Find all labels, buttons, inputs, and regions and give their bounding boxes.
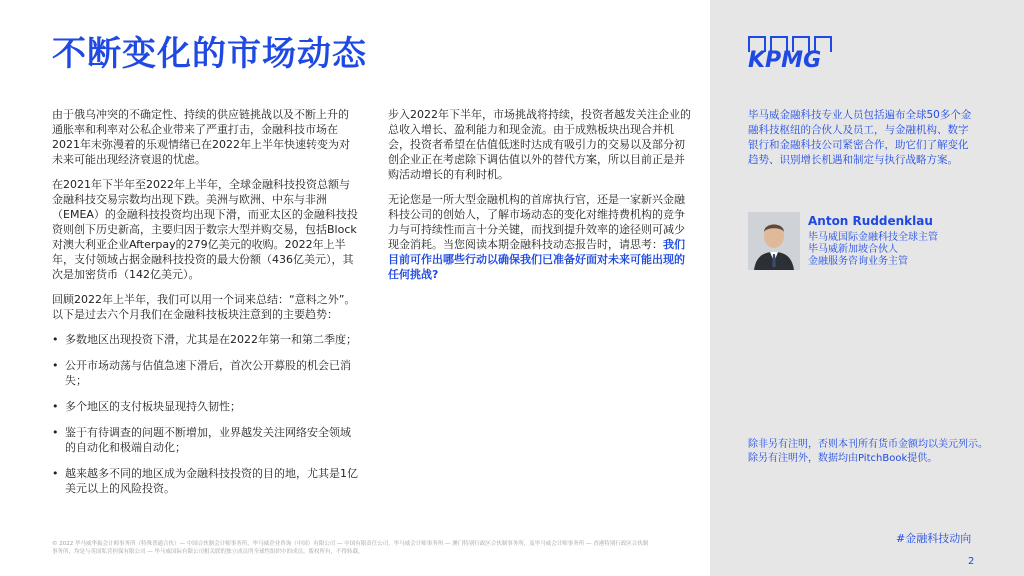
- right-column: [388, 107, 694, 292]
- person-role: 毕马威新加坡合伙人: [808, 244, 898, 255]
- page-title: 不断变化的市场动态: [52, 34, 367, 74]
- list-item-text: 鉴于有待调查的问题不断增加，业界越发关注网络安全领域的自动化和极端自动化；: [65, 426, 351, 454]
- bullet-icon: •: [52, 400, 59, 413]
- list-item-text: 多个地区的支付板块显现持久韧性；: [65, 400, 241, 413]
- paragraph: [388, 192, 694, 282]
- person-photo-icon: [748, 212, 800, 270]
- list-item: [52, 425, 358, 455]
- kpmg-logo: [748, 36, 834, 74]
- list-item: [52, 332, 358, 347]
- currency-note: 除非另有注明，否则本刊所有货币金额均以美元列示。除另有注明外，数据均由PitchBook提供。: [748, 439, 988, 464]
- sidebar-intro: 毕马威金融科技专业人员包括遍布全球50多个金融科技枢纽的合伙人及员工，与金融机构、数字银行和金融科技公司紧密合作，助它们了解变化趋势、识别增长机遇和制定与执行战略方案。: [748, 109, 972, 166]
- paragraph: 回顾2022年上半年，我们可以用一个词来总结：“意料之外”。以下是过去六个月我们在金融科技板块注意到的主要趋势：: [52, 293, 356, 321]
- paragraph: 在2021年下半年至2022年上半年，全球金融科技投资总额与金融科技交易宗数均出现下跌。美洲与欧洲、中东与非洲（EMEA）的金融科技投资均出现下滑，而亚太区的金融科技投资则创下历史新高，主要归因于数宗大型并购交易，包括Block对澳大利亚企业Afterpay的279亿美元的收购。2022年上半年，支付领域占据金融科技投资的最大份额（436亿美元），其次是加密货币（142亿美元）。: [52, 178, 358, 281]
- person-role: 金融服务咨询业务主管: [808, 256, 908, 267]
- bullet-icon: •: [52, 467, 59, 480]
- bullet-icon: •: [52, 333, 59, 346]
- list-item-text: 越来越多不同的地区成为金融科技投资的目的地，尤其是1亿美元以上的风险投资。: [65, 467, 358, 495]
- paragraph: 步入2022年下半年，市场挑战将持续，投资者越发关注企业的总收入增长、盈利能力和现金流。由于成熟板块出现合并机会，投资者希望在估值低迷时达成有吸引力的交易以及部分初创企业正在考虑除下调估值以外的替代方案，所以目前正是并购活动增长的有利时机。: [388, 108, 691, 181]
- trend-list: [52, 332, 358, 496]
- person-roles: [808, 232, 958, 268]
- person-role: 毕马威国际金融科技全球主管: [808, 232, 938, 243]
- bullet-icon: •: [52, 359, 59, 372]
- bullet-icon: •: [52, 426, 59, 439]
- logo-text: KPMG: [748, 48, 822, 73]
- list-item-text: 多数地区出现投资下滑，尤其是在2022年第一和第二季度；: [65, 333, 357, 346]
- list-item: [52, 466, 358, 496]
- key-question: 我们目前可作出哪些行动以确保我们已准备好面对未来可能出现的任何挑战?: [388, 238, 685, 281]
- list-item: [52, 399, 358, 414]
- hashtag: #金融科技动向: [896, 532, 972, 545]
- person-name: Anton Ruddenklau: [808, 214, 933, 228]
- list-item-text: 公开市场动荡与估值急速下滑后，首次公开募股的机会已消失；: [65, 359, 351, 387]
- sidebar: [710, 0, 1024, 576]
- page-number: 2: [968, 556, 975, 567]
- paragraph: 由于俄乌冲突的不确定性、持续的供应链挑战以及不断上升的通胀率和利率对公私企业带来了严重打击，金融科技市场在2021年末弥漫着的乐观情绪已在2022年上半年快速转变为对未来可能出现经济衰退的忧虑。: [52, 108, 350, 166]
- avatar: [748, 212, 800, 270]
- list-item: [52, 358, 358, 388]
- copyright-footer: © 2022 毕马威华振会计师事务所（特殊普通合伙）— 中国合伙制会计师事务所，毕马威企业咨询（中国）有限公司 — 中国有限责任公司，毕马威会计师事务所 — 澳门特别行政区合伙制事务所，及毕马威会计师事务所 — 香港特别行政区合伙制事务所，均是与英国私营担保有限公司 — 毕马威国际有限公司相关联的独立成员所全球性组织中的成员。版权所有，不得转载。: [52, 541, 649, 555]
- paragraph-text: 无论您是一所大型金融机构的首席执行官，还是一家新兴金融科技公司的创始人，了解市场动态的变化对维持费机构的竞争力与可持续性而言十分关键，而找到提升效率的途径则可减少现金消耗。当您阅读本期金融科技动态报告时，请思考：: [388, 193, 685, 251]
- left-column: [52, 107, 358, 507]
